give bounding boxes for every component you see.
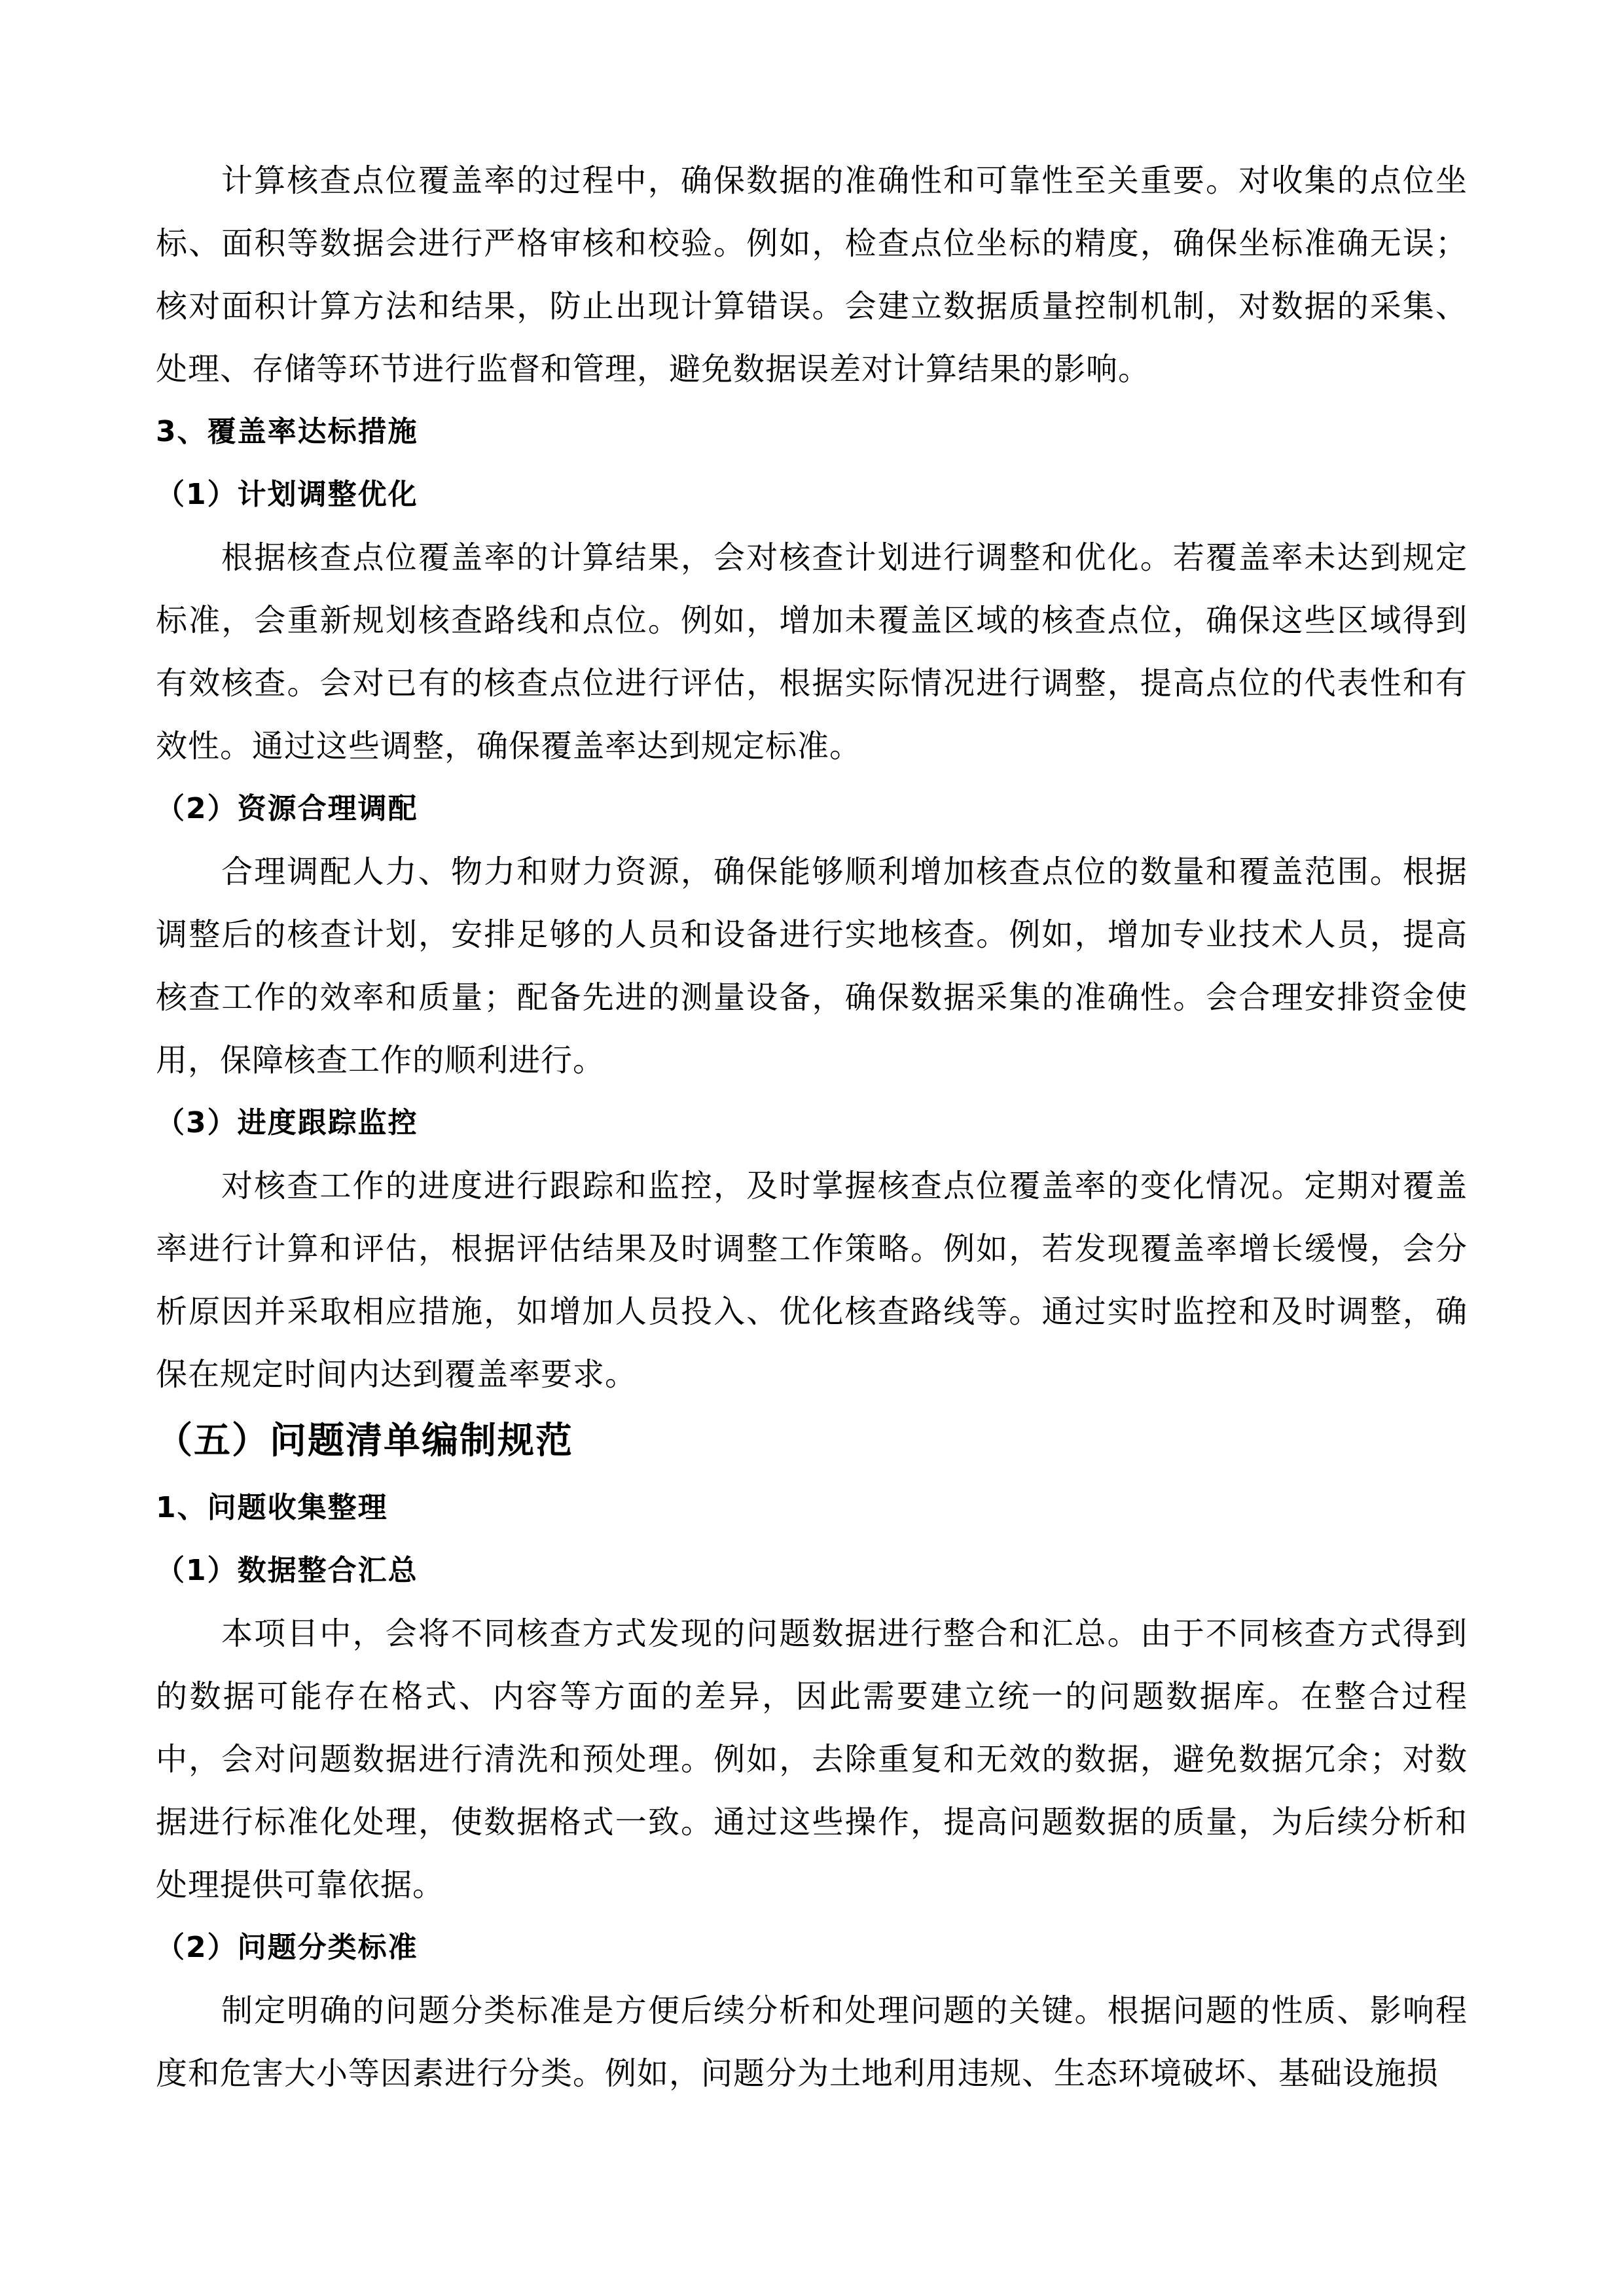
paragraph-plan-adjustment: 根据核查点位覆盖率的计算结果，会对核查计划进行调整和优化。若覆盖率未达到规定标准，会重新规划核查路线和点位。例如，增加未覆盖区域的核查点位，确保这些区域得到有效核查。会对已有的核查点位进行评估，根据实际情况进行调整，提高点位的代表性和有效性。通过这些调整，确保覆盖率达到规定标准。 [156, 539, 1468, 764]
heading-coverage-measures: 3、覆盖率达标措施 [156, 415, 418, 448]
paragraph-data-accuracy: 计算核查点位覆盖率的过程中，确保数据的准确性和可靠性至关重要。对收集的点位坐标、面积等数据会进行严格审核和校验。例如，检查点位坐标的精度，确保坐标准确无误；核对面积计算方法和结果，防止出现计算错误。会建立数据质量控制机制，对数据的采集、处理、存储等环节进行监督和管理，避免数据误差对计算结果的影响。 [156, 162, 1468, 387]
heading-plan-adjustment: （1）计划调整优化 [156, 478, 418, 511]
paragraph-progress-monitoring: 对核查工作的进度进行跟踪和监控，及时掌握核查点位覆盖率的变化情况。定期对覆盖率进行计算和评估，根据评估结果及时调整工作策略。例如，若发现覆盖率增长缓慢，会分析原因并采取相应措施，如增加人员投入、优化核查路线等。通过实时监控和及时调整，确保在规定时间内达到覆盖率要求。 [156, 1168, 1468, 1393]
heading-issue-list-spec: （五）问题清单编制规范 [156, 1420, 573, 1462]
heading-progress-monitoring: （3）进度跟踪监控 [156, 1106, 418, 1139]
paragraph-resource-allocation: 合理调配人力、物力和财力资源，确保能够顺利增加核查点位的数量和覆盖范围。根据调整后的核查计划，安排足够的人员和设备进行实地核查。例如，增加专业技术人员，提高核查工作的效率和质量；配备先进的测量设备，确保数据采集的准确性。会合理安排资金使用，保障核查工作的顺利进行。 [156, 853, 1468, 1079]
paragraph-data-integration: 本项目中，会将不同核查方式发现的问题数据进行整合和汇总。由于不同核查方式得到的数据可能存在格式、内容等方面的差异，因此需要建立统一的问题数据库。在整合过程中，会对问题数据进行清洗和预处理。例如，去除重复和无效的数据，避免数据冗余；对数据进行标准化处理，使数据格式一致。通过这些操作，提高问题数据的质量，为后续分析和处理提供可靠依据。 [156, 1615, 1468, 1903]
heading-issue-classification: （2）问题分类标准 [156, 1931, 418, 1964]
heading-issue-collection: 1、问题收集整理 [156, 1491, 388, 1524]
paragraph-issue-classification: 制定明确的问题分类标准是方便后续分析和处理问题的关键。根据问题的性质、影响程度和危害大小等因素进行分类。例如，问题分为土地利用违规、生态环境破坏、基础设施损 [156, 1992, 1468, 2092]
document-page [156, 149, 1468, 2105]
heading-resource-allocation: （2）资源合理调配 [156, 792, 418, 825]
heading-data-integration: （1）数据整合汇总 [156, 1554, 418, 1587]
